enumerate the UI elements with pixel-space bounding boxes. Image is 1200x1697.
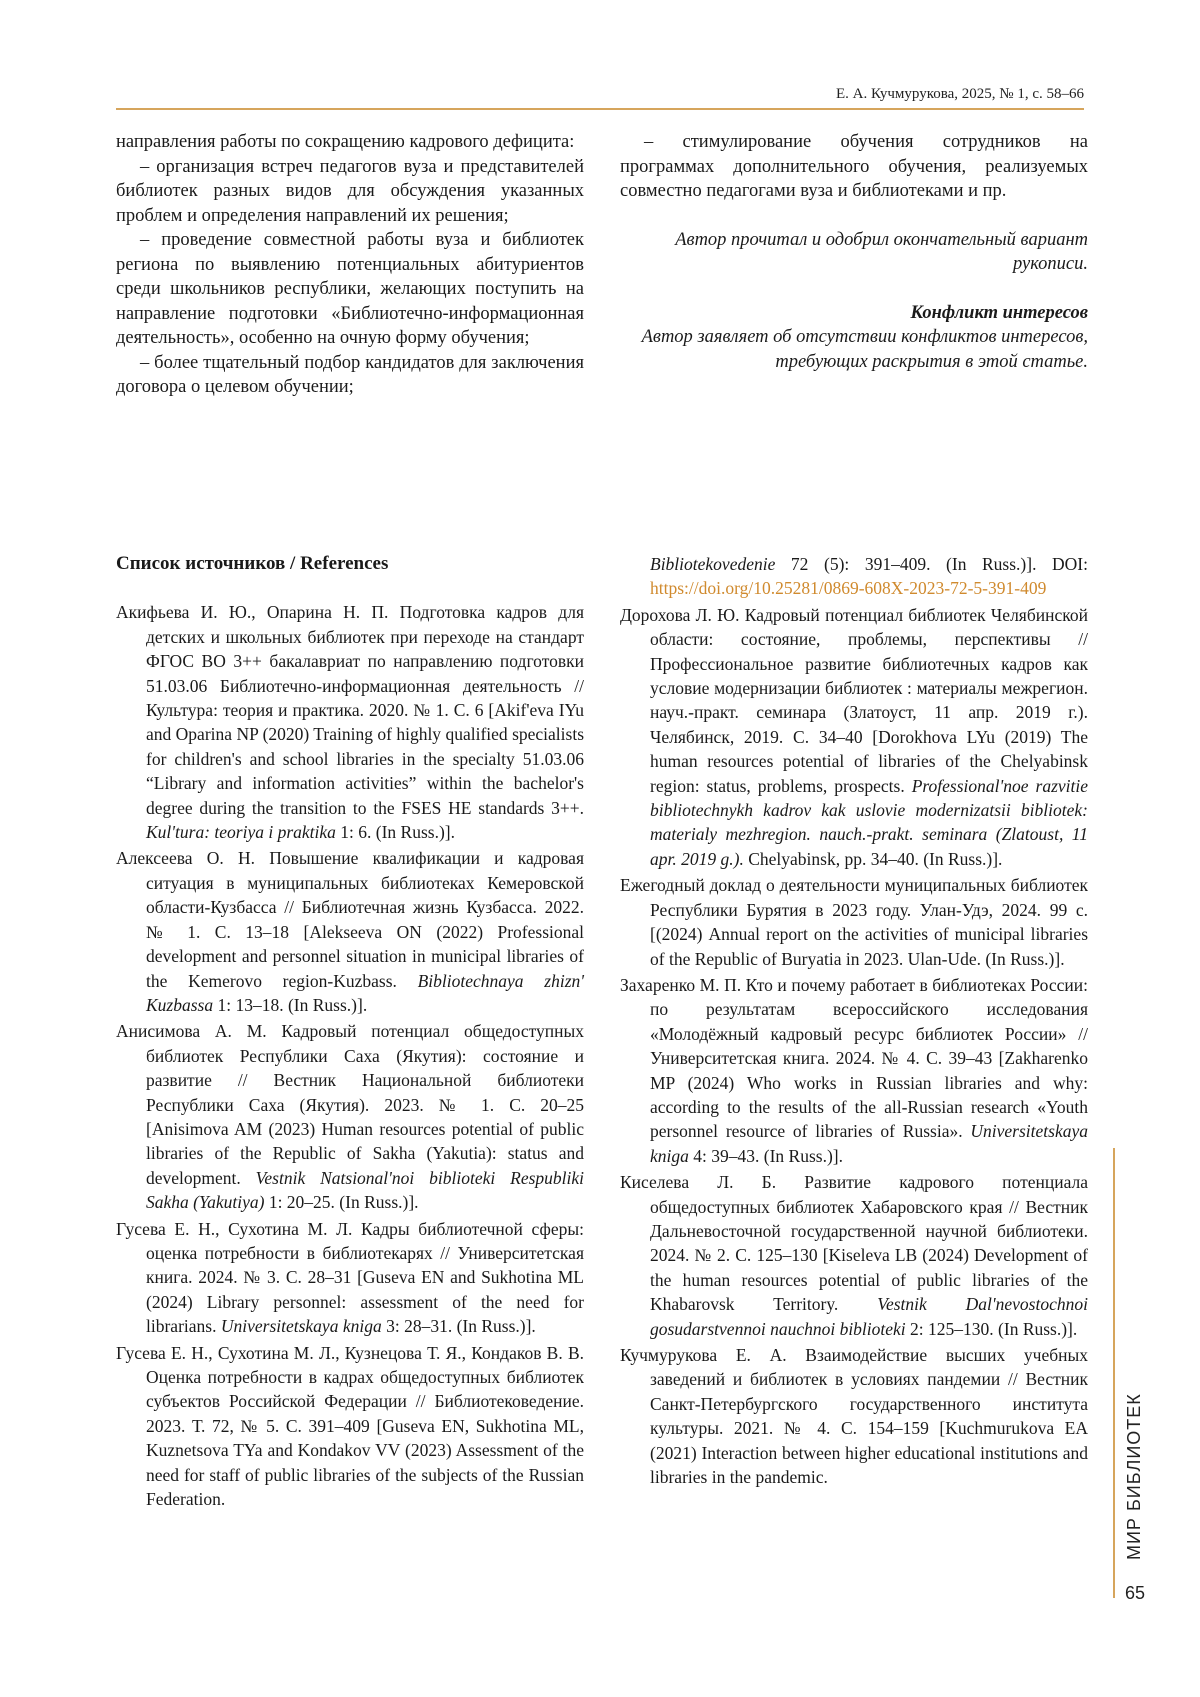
reference-item: Киселева Л. Б. Развитие кадрового потенциала общедоступных библиотек Хабаровского края // Вестник Дальневосточной государственной научной библиотеки. 2024. № 2. С. 125–130 [Kiseleva LB (2024) Development of the human resources potential of public libraries of the Khabarovsk Territory. Vestnik Dal'nevostochnoi gosudarstvennoi nauchnoi biblioteki 2: 125–130. (In Russ.)]. [620,1172,1088,1339]
header-rule [116,108,1084,110]
reference-item: Гусева Е. Н., Сухотина М. Л., Кузнецова Т. Я., Кондаков В. В. Оценка потребности в кадрах общедоступных библиотек субъектов Российской Федерации // Библиотековедение. 2023. Т. 72, № 5. С. 391–409 [Guseva EN, Sukhotina ML, Kuznetsova TYa and Kondakov VV (2023) Assessment of the need for staff of public libraries of the subjects of the Russian Federation. [116,1342,584,1510]
journal-name: МИР БИБЛИОТЕК [1124,1393,1144,1560]
reference-item: Захаренко М. П. Кто и почему работает в библиотеках России: по результатам всероссийского исследования «Молодёжный кадровый ресурс библиотек России» // Университетская книга. 2024. № 4. С. 39–43 [Zakharenko MP (2024) Who works in Russian libraries and why: according to the results of the all-Russian research «Youth personnel resource of libraries of Russia». Universitetskaya kniga 4: 39–43. (In Russ.)]. [620,974,1088,1166]
reference-item: Дорохова Л. Ю. Кадровый потенциал библиотек Челябинской области: состояние, проблемы, перспективы // Профессиональное развитие библиотечных кадров как условие модернизации библиотек : материалы межрегион. науч.-практ. семинара (Златоуст, 11 апр. 2019 г.). Челябинск, 2019. С. 34–40 [Dorokhova LYu (2019) The human resources potential of libraries of the Chelyabinsk region: status, problems, prospects. Professional'noe razvitie bibliotechnykh kadrov kak uslovie modernizatsii bibliotek: materialy mezhregion. nauch.-prakt. seminara (Zlatoust, 11 apr. 2019 g.). Chelyabinsk, pp. 34–40. (In Russ.)]. [620,604,1089,869]
running-head: Е. А. Кучмурукова, 2025, № 1, с. 58–66 [836,86,1084,102]
list-item: – проведение совместной работы вуза и библиотек региона по выявлению потенциальных абитуриентов среди школьников республики, желающих поступить на направление подготовки «Библиотечно-информационная деятельность», особенно на очную форму обучения; [116,230,584,348]
page-number: 65 [1125,1583,1146,1603]
body-left-column [116,130,584,400]
author-approval-note: Автор прочитал и одобрил окончательный вариант рукописи. [675,229,1088,274]
list-item: – организация встреч педагогов вуза и представителей библиотек разных видов для обсуждения указанных проблем и определения направлений их решения; [116,156,584,226]
body-paragraph: направления работы по сокращению кадрового дефицита: [116,132,575,152]
reference-item: Акифьева И. Ю., Опарина Н. П. Подготовка кадров для детских и школьных библиотек при переходе на стандарт ФГОС ВО 3++ бакалавриат по направлению подготовки 51.03.06 Библиотечно-информационная деятельность // Культура: теория и практика. 2020. № 1. С. 6 [Akif'eva IYu and Oparina NP (2020) Training of highly qualified specialists for children's and school libraries in the specialty 51.03.06 “Library and information activities” within the bachelor's degree during the transition to the FSES HE standards 3++. Kul'tura: teoriya i praktika 1: 6. (In Russ.)]. [116,602,584,843]
reference-item: Ежегодный доклад о деятельности муниципальных библиотек Республики Бурятия в 2023 году. Улан-Удэ, 2024. 99 с. [(2024) Annual report on the activities of municipal libraries of the Republic of Buryatia in 2023. Ulan-Ude. (In Russ.)]. [620,875,1088,969]
side-rule [1113,1148,1115,1598]
reference-continuation: Bibliotekovedenie 72 (5): 391–409. (In Russ.)]. DOI: https://doi.org/10.25281/0869-608X-2023-72-5-391-409 [650,554,1088,599]
body-right-column [620,130,1088,374]
reference-item: Алексеева О. Н. Повышение квалификации и кадровая ситуация в муниципальных библиотеках Кемеровской области-Кузбасса // Библиотечная жизнь Кузбасса. 2022. № 1. С. 13–18 [Alekseeva ON (2022) Professional development and personnel situation in municipal libraries of the Kemerovo region-Kuzbass. Bibliotechnaya zhizn' Kuzbassa 1: 13–18. (In Russ.)]. [116,848,584,1015]
list-item: – более тщательный подбор кандидатов для заключения договора о целевом обучении; [116,352,584,397]
references-right-column [620,552,1088,1491]
references-heading: Список источников / References [116,553,389,574]
list-item: – стимулирование обучения сотрудников на программах дополнительного обучения, реализуемых совместно педагогами вуза и библиотеками и пр. [620,132,1088,201]
doi-link[interactable]: https://doi.org/10.25281/0869-608X-2023-72-5-391-409 [650,578,1047,599]
conflict-of-interest-text: Автор заявляет об отсутствии конфликтов интересов, требующих раскрытия в этой статье. [641,327,1088,372]
references-left-column [116,552,584,1513]
reference-item: Кучмурукова Е. А. Взаимодействие высших учебных заведений и библиотек в условиях пандемии // Вестник Санкт-Петербургского государственного института культуры. 2021. № 4. С. 154–159 [Kuchmurukova EA (2021) Interaction between higher educational institutions and libraries in the pandemic. [620,1345,1088,1488]
reference-item: Гусева Е. Н., Сухотина М. Л. Кадры библиотечной сферы: оценка потребности в библиотекарях // Университетская книга. 2024. № 3. С. 28–31 [Guseva EN and Sukhotina ML (2024) Library personnel: assessment of the need for librarians. Universitetskaya kniga 3: 28–31. (In Russ.)]. [116,1218,584,1337]
conflict-of-interest-title: Конфликт интересов [910,302,1088,323]
reference-item: Анисимова А. М. Кадровый потенциал общедоступных библиотек Республики Саха (Якутия): состояние и развитие // Вестник Национальной библиотеки Республики Саха (Якутия). 2023. № 1. С. 20–25 [Anisimova AM (2023) Human resources potential of public libraries of the Republic of Sakha (Yakutia): status and development. Vestnik Natsional'noi biblioteki Respubliki Sakha (Yakutiya) 1: 20–25. (In Russ.)]. [116,1021,585,1213]
